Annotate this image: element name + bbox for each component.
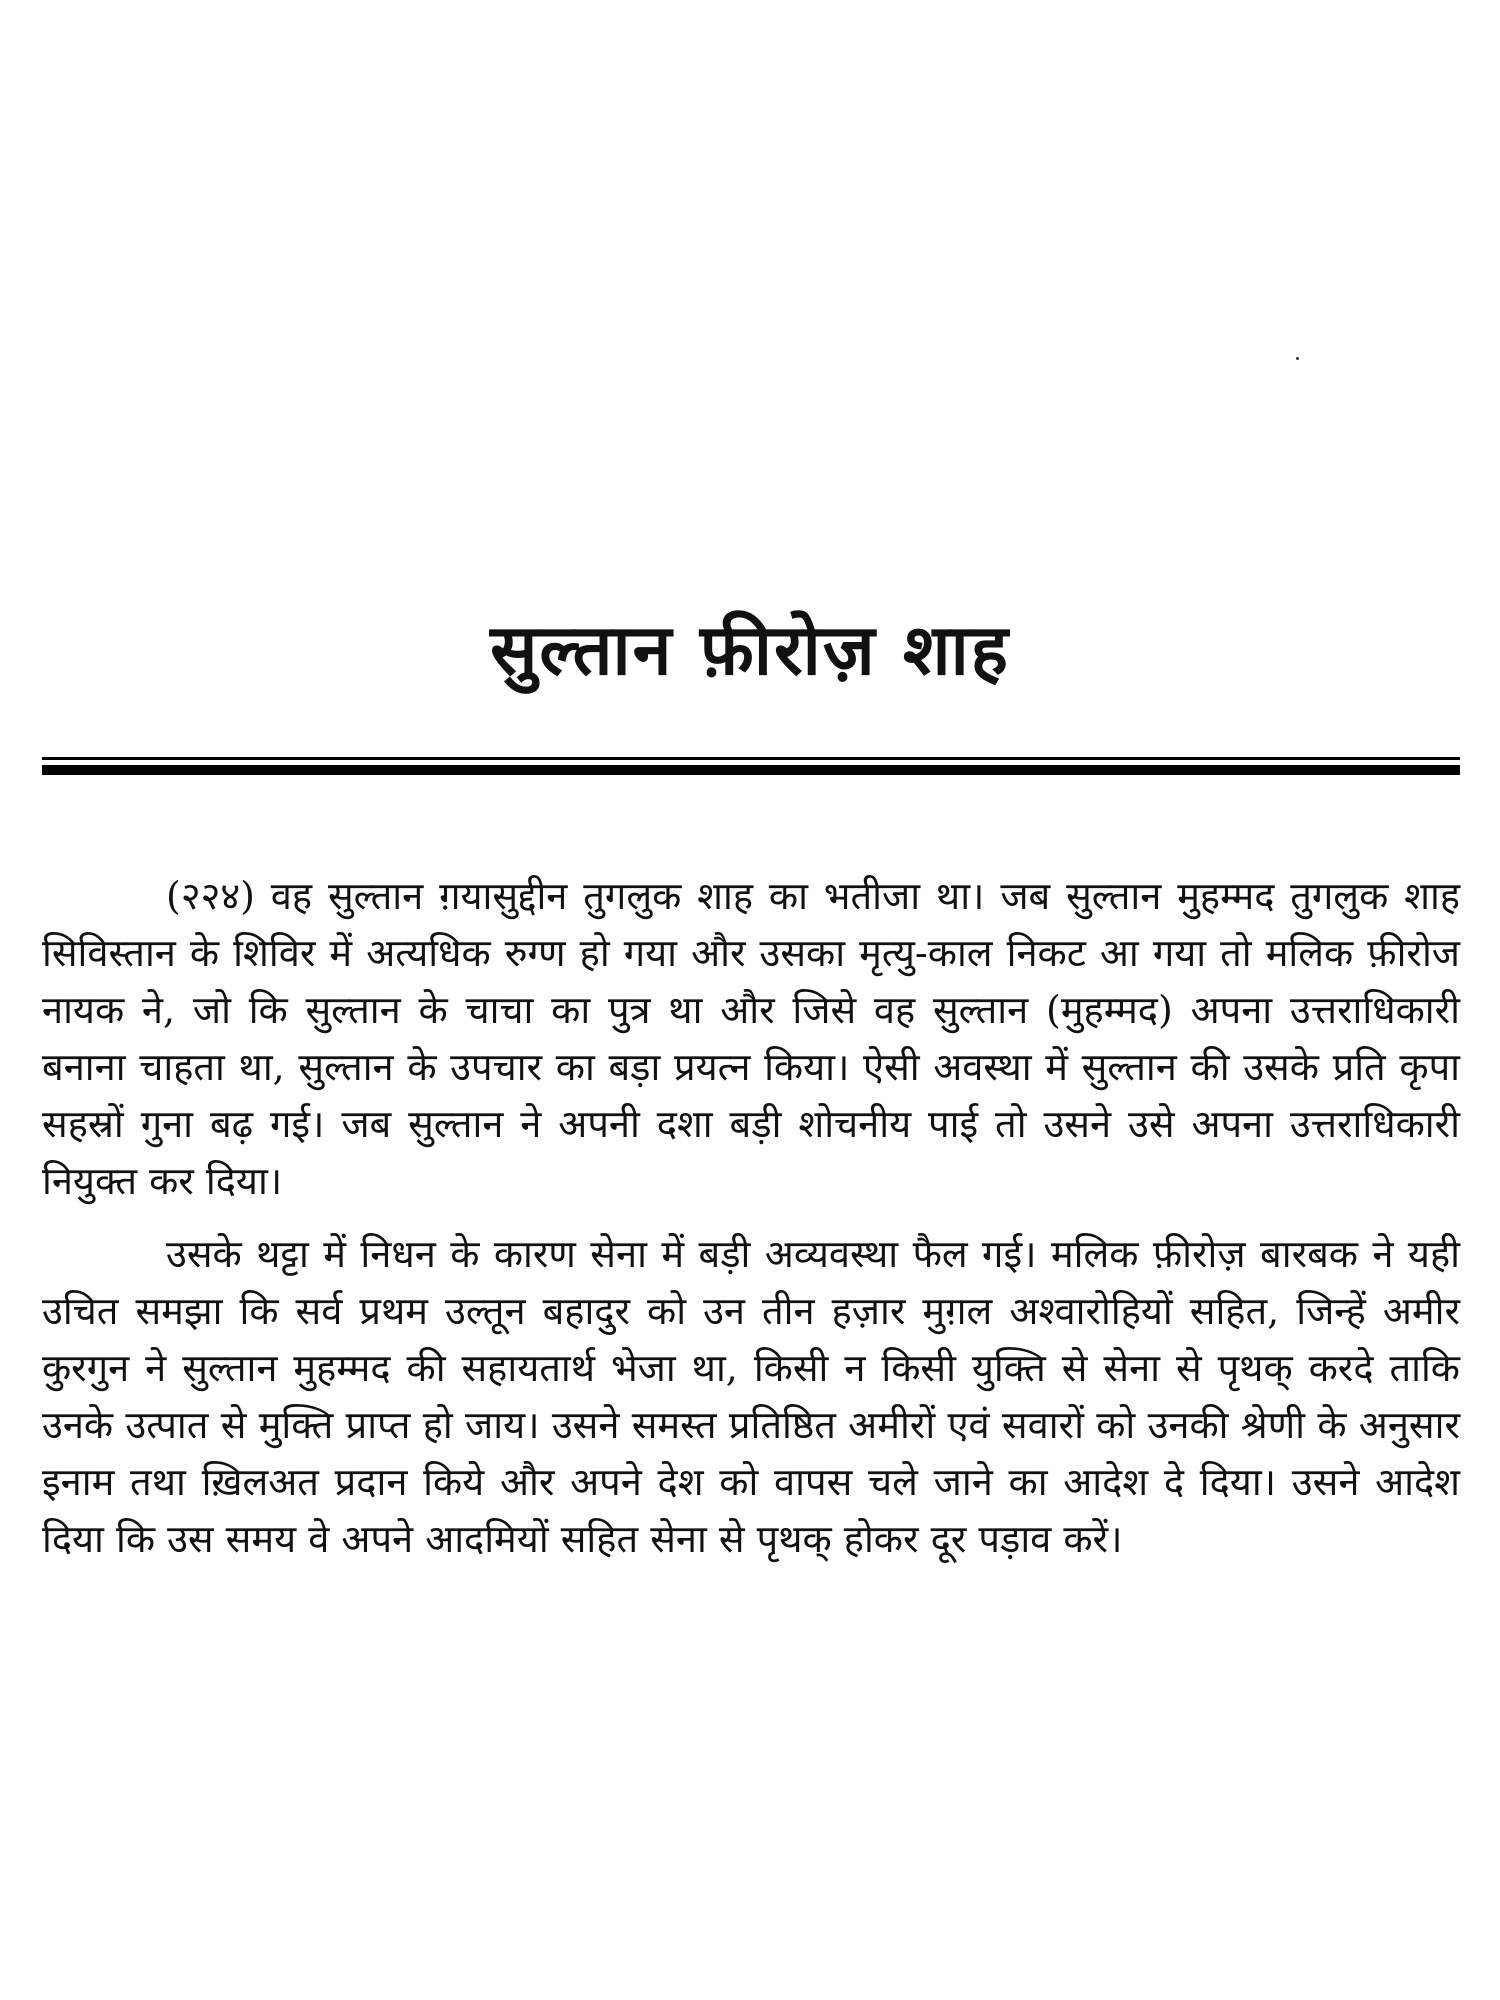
paragraph-1: (२२४) वह सुल्तान ग़यासुद्दीन तुगलुक शाह का भतीजा था। जब सुल्तान मुहम्मद तुगलुक शाह सिविस्तान के शिविर में अत्यधिक रुग्ण हो गया और उसका मृत्यु-काल निकट आ गया तो मलिक फ़ीरोज नायक ने, जो कि सुल्तान के चाचा का पुत्र था और जिसे वह सुल्तान (मुहम्मद) अपना उत्तराधिकारी बनाना चाहता था, सुल्तान के उपचार का बड़ा प्रयत्न किया। ऐसी अवस्था में सुल्तान की उसके प्रति कृपा सहस्रों गुना बढ़ गई। जब सुल्तान ने अपनी दशा बड़ी शोचनीय पाई तो उसने उसे अपना उत्तराधिकारी नियुक्त कर दिया। [42,874,1460,1203]
divider-thick-line [42,765,1460,775]
scan-speck [1296,357,1299,360]
title-divider [42,757,1460,775]
body-text [42,868,1460,1584]
chapter-title: सुल्तान फ़ीरोज़ शाह [490,608,1010,691]
paragraph-2: उसके थट्टा में निधन के कारण सेना में बड़ी अव्यवस्था फैल गई। मलिक फ़ीरोज़ बारबक ने यही उचित समझा कि सर्व प्रथम उल्तून बहादुर को उन तीन हज़ार मुग़ल अश्वारोहियों सहित, जिन्हें अमीर कुरगुन ने सुल्तान मुहम्मद की सहायतार्थ भेजा था, किसी न किसी युक्ति से सेना से पृथक् करदे ताकि उनके उत्पात से मुक्ति प्राप्त हो जाय। उसने समस्त प्रतिष्ठित अमीरों एवं सवारों को उनकी श्रेणी के अनुसार इनाम तथा ख़िलअत प्रदान किये और अपने देश को वापस चले जाने का आदेश दे दिया। उसने आदेश दिया कि उस समय वे अपने आदमियों सहित सेना से पृथक् होकर दूर पड़ाव करें। [42,1232,1460,1561]
